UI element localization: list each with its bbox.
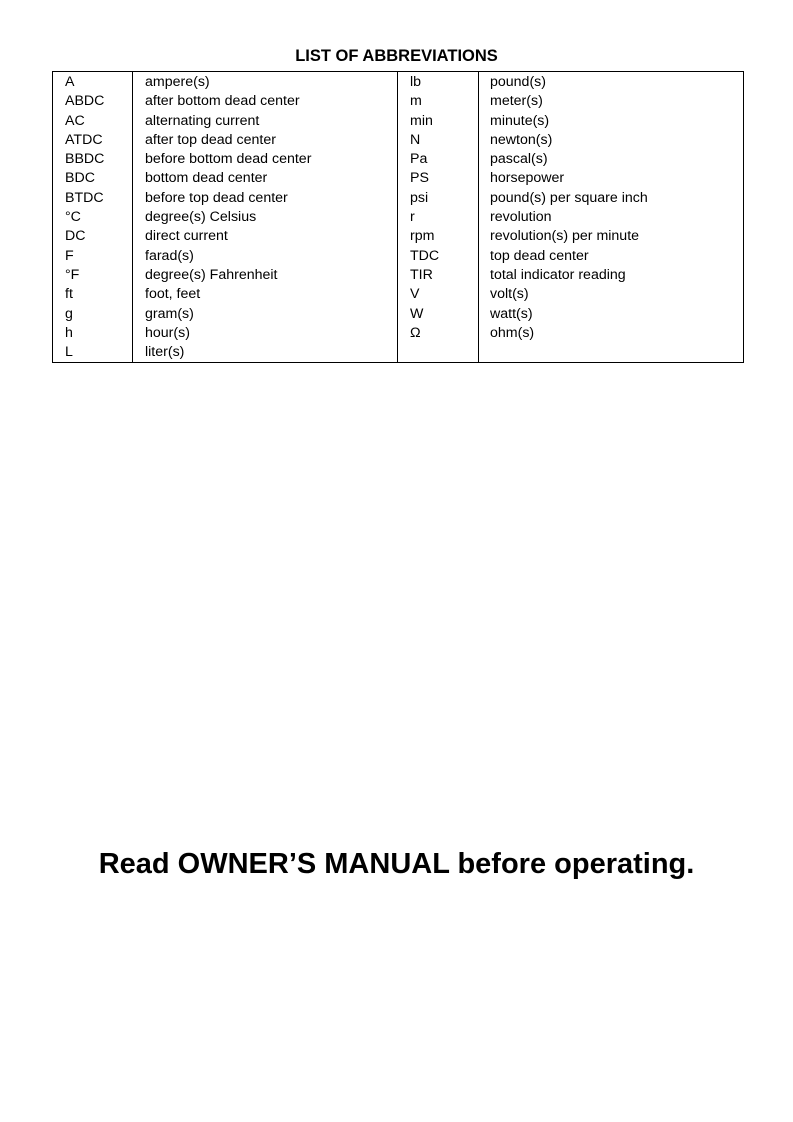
meaning-cell: top dead center — [490, 247, 589, 264]
abbreviation-cell: BBDC — [53, 150, 133, 169]
meaning-cell: before top dead center — [133, 189, 398, 208]
meaning-cell: newton(s) — [490, 131, 553, 148]
meaning-cell: minute(s) — [490, 112, 550, 129]
meaning-cell: farad(s) — [133, 247, 398, 266]
abbreviation-cell: ATDC — [53, 131, 133, 150]
meaning-cell: gram(s) — [133, 305, 398, 324]
abbreviation-cell: L — [53, 343, 133, 363]
abbreviations-table — [52, 71, 744, 363]
table-row — [53, 227, 744, 246]
table-row — [53, 247, 744, 266]
abbreviation-cell: BDC — [53, 169, 133, 188]
meaning-cell: ohm(s) — [490, 324, 535, 341]
meaning-cell: degree(s) Fahrenheit — [133, 266, 398, 285]
table-row — [53, 150, 744, 169]
meaning-cell: pound(s) per square inch — [490, 189, 648, 206]
meaning-cell: horsepower — [490, 170, 565, 187]
abbreviation-cell: psi — [398, 189, 479, 208]
abbreviation-cell: V — [398, 285, 479, 304]
meaning-cell: volt(s) — [490, 286, 529, 303]
table-row — [53, 266, 744, 285]
meaning-cell: watt(s) — [490, 305, 533, 322]
table-row — [53, 208, 744, 227]
table-row — [53, 285, 744, 304]
abbreviation-cell: rpm — [398, 227, 479, 246]
meaning-cell: bottom dead center — [133, 169, 398, 188]
meaning-cell: direct current — [133, 227, 398, 246]
abbreviation-cell: A — [53, 72, 133, 93]
meaning-cell: foot, feet — [133, 285, 398, 304]
abbreviation-cell: lb — [398, 72, 479, 93]
meaning-cell: meter(s) — [490, 93, 543, 110]
abbreviation-cell: W — [398, 305, 479, 324]
abbreviation-cell: g — [53, 305, 133, 324]
abbreviation-cell — [398, 343, 479, 363]
abbreviation-cell: Pa — [398, 150, 479, 169]
table-row — [53, 131, 744, 150]
meaning-cell: before bottom dead center — [133, 150, 398, 169]
table-row — [53, 343, 744, 363]
abbreviation-cell: ABDC — [53, 92, 133, 111]
meaning-cell: liter(s) — [133, 343, 398, 363]
meaning-cell: alternating current — [133, 112, 398, 131]
abbreviation-cell: °F — [53, 266, 133, 285]
meaning-cell: ampere(s) — [133, 72, 398, 93]
meaning-cell: after top dead center — [133, 131, 398, 150]
meaning-cell: pound(s) — [490, 74, 546, 90]
table-row — [53, 189, 744, 208]
meaning-cell: total indicator reading — [490, 266, 626, 283]
meaning-cell: revolution — [490, 209, 552, 226]
abbreviation-cell: TDC — [398, 247, 479, 266]
meaning-cell: revolution(s) per minute — [490, 228, 640, 245]
table-row — [53, 169, 744, 188]
abbreviation-cell: DC — [53, 227, 133, 246]
abbreviation-cell: ft — [53, 285, 133, 304]
meaning-cell: pascal(s) — [490, 151, 548, 168]
abbreviation-cell: h — [53, 324, 133, 343]
abbreviation-cell: AC — [53, 112, 133, 131]
table-row — [53, 92, 744, 111]
owners-manual-notice: Read OWNER’S MANUAL before operating. — [98, 848, 695, 880]
abbreviation-cell: min — [398, 112, 479, 131]
abbreviation-cell: m — [398, 92, 479, 111]
abbreviation-cell: PS — [398, 169, 479, 188]
table-row — [53, 72, 744, 93]
abbreviation-cell: r — [398, 208, 479, 227]
meaning-cell: after bottom dead center — [133, 92, 398, 111]
abbreviation-cell: F — [53, 247, 133, 266]
table-row — [53, 305, 744, 324]
abbreviation-cell: °C — [53, 208, 133, 227]
page-title: LIST OF ABBREVIATIONS — [295, 47, 498, 65]
abbreviation-cell: TIR — [398, 266, 479, 285]
meaning-cell — [479, 343, 744, 363]
meaning-cell: degree(s) Celsius — [133, 208, 398, 227]
abbreviations-table-body — [53, 72, 744, 363]
table-row — [53, 112, 744, 131]
abbreviation-cell: Ω — [398, 324, 479, 343]
abbreviation-cell: BTDC — [53, 189, 133, 208]
abbreviation-cell: N — [398, 131, 479, 150]
table-row — [53, 324, 744, 343]
meaning-cell: hour(s) — [133, 324, 398, 343]
